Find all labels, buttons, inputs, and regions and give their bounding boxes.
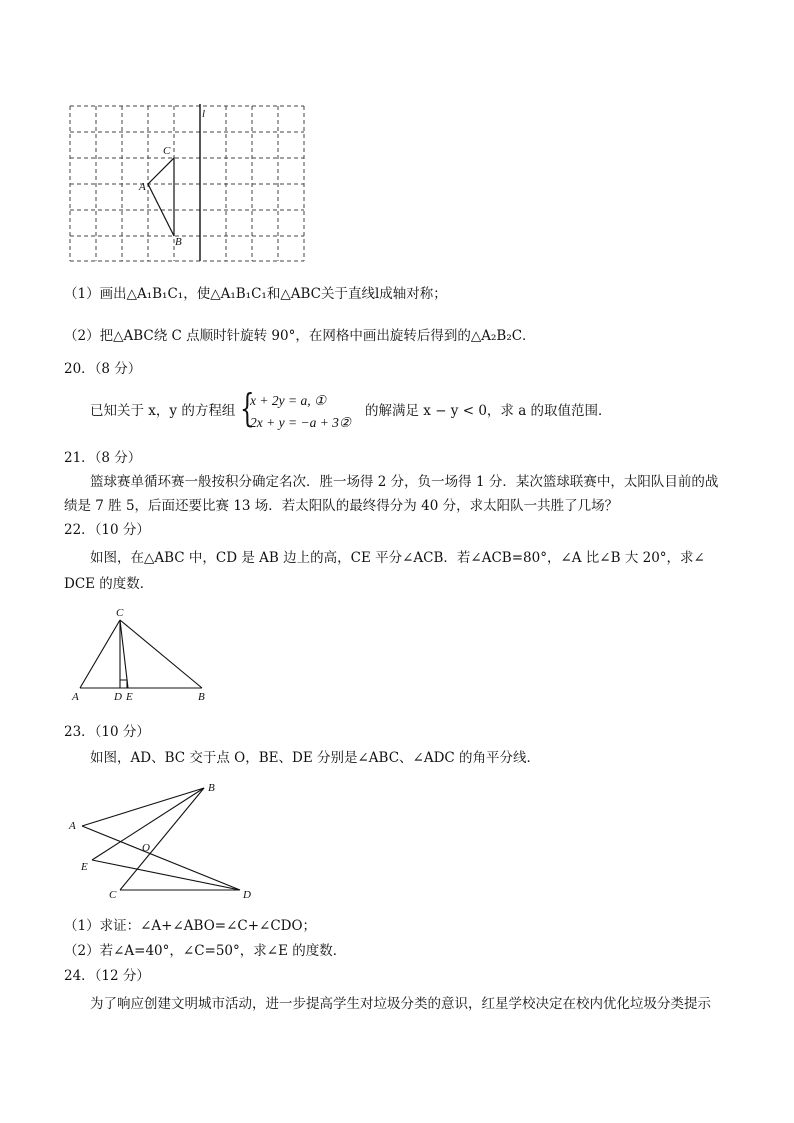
label-a: A xyxy=(139,181,146,193)
q22-label-c: C xyxy=(116,607,124,619)
q20-eq2: 2x + y = −a + 3② xyxy=(250,415,352,430)
q20-brace: { xyxy=(240,386,255,430)
q22-header: 22．（10 分） xyxy=(64,522,150,538)
q23-label-c: C xyxy=(109,889,117,901)
label-l: l xyxy=(202,108,206,120)
q21-line1: 篮球赛单循环赛一般按积分确定名次．胜一场得 2 分，负一场得 1 分．某次篮球联赛中，太阳队目前的战 xyxy=(90,474,719,490)
q22-label-d: D xyxy=(114,691,122,703)
q24-line1: 为了响应创建文明城市活动，进一步提高学生对垃圾分类的意识，红星学校决定在校内优化垃圾分类提示 xyxy=(90,996,711,1012)
grid-lines xyxy=(70,106,304,261)
q21-line2: 绩是 7 胜 5，后面还要比赛 13 场．若太阳队的最终得分为 40 分，求太阳队一共胜了几场？ xyxy=(64,498,619,514)
q23-label-o: O xyxy=(142,842,150,854)
q23-part2: （2）若∠A=40°，∠C=50°，求∠E 的度数． xyxy=(64,943,347,959)
q23-line1: 如图，AD、BC 交于点 O，BE、DE 分别是∠ABC、∠ADC 的角平分线． xyxy=(90,750,541,766)
q23-header: 23．（10 分） xyxy=(64,724,150,740)
q23-label-a: A xyxy=(69,820,76,832)
q22-label-a: A xyxy=(72,691,79,703)
q22-line1: 如图，在△ABC 中，CD 是 AB 边上的高，CE 平分∠ACB．若∠ACB=80°，∠A 比∠B 大 20°，求∠ xyxy=(90,550,705,566)
q20-suffix: 的解满足 x − y < 0，求 a 的取值范围． xyxy=(365,403,612,419)
q24-header: 24．（12 分） xyxy=(64,968,150,984)
q23-label-b: B xyxy=(208,782,215,794)
label-b: B xyxy=(175,236,182,248)
q23-part1: （1）求证：∠A+∠ABO=∠C+∠CDO； xyxy=(64,918,317,934)
q19-part2: （2）把△ABC绕 C 点顺时针旋转 90°，在网格中画出旋转后得到的△A₂B₂C． xyxy=(64,328,536,344)
q20-eq1: x + 2y = a, ① xyxy=(250,393,327,408)
q22-label-b: B xyxy=(198,691,205,703)
q22-label-e: E xyxy=(126,691,133,703)
q19-grid-figure xyxy=(66,100,311,265)
q21-header: 21．（8 分） xyxy=(64,450,142,466)
q22-triangle-figure xyxy=(68,604,218,704)
q23-label-e: E xyxy=(81,861,88,873)
q22-line2: DCE 的度数． xyxy=(64,576,154,592)
q23-figure xyxy=(66,778,266,903)
label-c: C xyxy=(163,145,171,157)
q19-part1: （1）画出△A₁B₁C₁，使△A₁B₁C₁和△ABC关于直线l成轴对称； xyxy=(64,286,447,302)
q20-header: 20．（8 分） xyxy=(64,361,142,377)
triangle-abc xyxy=(148,158,174,236)
q20-prefix: 已知关于 x，y 的方程组 xyxy=(90,403,236,419)
q23-label-d: D xyxy=(243,889,251,901)
